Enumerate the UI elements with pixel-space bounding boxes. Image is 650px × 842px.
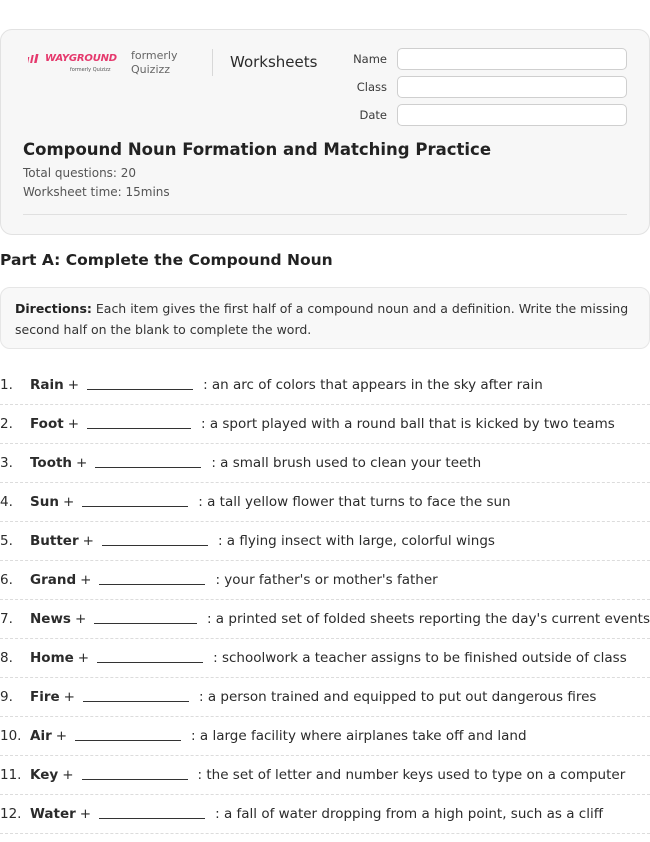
question-number: 6. bbox=[0, 572, 13, 588]
name-field[interactable] bbox=[397, 48, 627, 70]
question-row bbox=[0, 600, 650, 639]
answer-blank[interactable] bbox=[82, 779, 188, 780]
question-word: Water bbox=[30, 806, 76, 822]
question-word: Sun bbox=[30, 494, 59, 510]
answer-blank[interactable] bbox=[94, 623, 197, 624]
wayground-logo-icon bbox=[28, 54, 42, 64]
logo-wordmark: WAYGROUND bbox=[45, 53, 117, 64]
answer-blank[interactable] bbox=[87, 389, 193, 390]
question-definition: : a sport played with a round ball that is kicked by two teams bbox=[201, 416, 615, 432]
directions-box bbox=[0, 287, 650, 349]
plus-sign: + bbox=[67, 377, 80, 393]
quizizz-line: Quizizz bbox=[131, 63, 171, 76]
formerly-quizizz-note bbox=[131, 49, 178, 77]
question-number: 3. bbox=[0, 455, 13, 471]
question-row bbox=[0, 483, 650, 522]
question-number: 10. bbox=[0, 728, 22, 744]
plus-sign: + bbox=[82, 533, 94, 549]
question-definition: : schoolwork a teacher assigns to be finished outside of class bbox=[213, 650, 627, 666]
question-number: 12. bbox=[0, 806, 22, 822]
answer-blank[interactable] bbox=[99, 818, 205, 819]
part-a-title: Part A: Complete the Compound Noun bbox=[0, 251, 333, 269]
question-row bbox=[0, 717, 650, 756]
question-row bbox=[0, 678, 650, 717]
question-definition: : a fall of water dropping from a high point, such as a cliff bbox=[215, 806, 604, 822]
question-word: Grand bbox=[30, 572, 77, 588]
question-word: Tooth bbox=[30, 455, 73, 471]
directions-label: Directions: bbox=[15, 301, 92, 316]
question-number: 11. bbox=[0, 767, 22, 783]
question-number: 4. bbox=[0, 494, 13, 510]
question-row bbox=[0, 444, 650, 483]
question-word: Foot bbox=[30, 416, 64, 432]
worksheet-time: Worksheet time: 15mins bbox=[23, 185, 170, 199]
question-word: Key bbox=[30, 767, 59, 783]
plus-sign: + bbox=[79, 806, 92, 822]
plus-sign: + bbox=[74, 611, 87, 627]
question-row bbox=[0, 639, 650, 678]
question-row bbox=[0, 366, 650, 405]
plus-sign: + bbox=[62, 494, 75, 510]
plus-sign: + bbox=[63, 689, 75, 705]
question-definition: : the set of letter and number keys used to type on a computer bbox=[197, 767, 626, 783]
answer-blank[interactable] bbox=[87, 428, 191, 429]
question-number: 9. bbox=[0, 689, 13, 705]
question-word: Air bbox=[30, 728, 52, 744]
question-definition: : an arc of colors that appears in the sky after rain bbox=[203, 377, 543, 393]
plus-sign: + bbox=[80, 572, 92, 588]
answer-blank[interactable] bbox=[82, 506, 188, 507]
header-rule bbox=[23, 214, 627, 215]
total-questions: Total questions: 20 bbox=[23, 166, 137, 180]
question-row bbox=[0, 522, 650, 561]
plus-sign: + bbox=[76, 455, 88, 471]
answer-blank[interactable] bbox=[83, 701, 189, 702]
formerly-line: formerly bbox=[131, 49, 178, 62]
question-definition: : your father's or mother's father bbox=[215, 572, 438, 588]
name-label: Name bbox=[353, 52, 387, 66]
question-row bbox=[0, 756, 650, 795]
question-word: Rain bbox=[30, 377, 64, 393]
logo-subtitle: formerly Quizizz bbox=[70, 67, 111, 73]
worksheet-title: Compound Noun Formation and Matching Practice bbox=[23, 140, 492, 159]
answer-blank[interactable] bbox=[102, 545, 208, 546]
answer-blank[interactable] bbox=[95, 467, 201, 468]
wayground-logo bbox=[28, 53, 118, 75]
section-title: Worksheets bbox=[230, 53, 318, 71]
question-definition: : a small brush used to clean your teeth bbox=[211, 455, 482, 471]
question-definition: : a tall yellow flower that turns to face the sun bbox=[198, 494, 511, 510]
answer-blank[interactable] bbox=[99, 584, 205, 585]
question-word: News bbox=[30, 611, 71, 627]
question-row bbox=[0, 795, 650, 834]
question-number: 7. bbox=[0, 611, 13, 627]
question-word: Fire bbox=[30, 689, 60, 705]
answer-blank[interactable] bbox=[75, 740, 181, 741]
answer-blank[interactable] bbox=[97, 662, 203, 663]
question-number: 5. bbox=[0, 533, 13, 549]
class-label: Class bbox=[356, 80, 387, 94]
directions-text: Each item gives the first half of a compound noun and a definition. Write the missing second half on the blank to complete the word. bbox=[15, 301, 629, 337]
question-definition: : a flying insect with large, colorful wings bbox=[217, 533, 495, 549]
question-number: 1. bbox=[0, 377, 13, 393]
question-row bbox=[0, 405, 650, 444]
header-divider bbox=[212, 49, 213, 76]
question-row bbox=[0, 561, 650, 600]
plus-sign: + bbox=[55, 728, 68, 744]
date-label: Date bbox=[359, 108, 387, 122]
question-definition: : a large facility where airplanes take off and land bbox=[191, 728, 527, 744]
question-number: 8. bbox=[0, 650, 13, 666]
plus-sign: + bbox=[62, 767, 74, 783]
class-field[interactable] bbox=[397, 76, 627, 98]
question-word: Butter bbox=[30, 533, 79, 549]
question-definition: : a printed set of folded sheets reporting the day's current events bbox=[206, 611, 650, 627]
question-word: Home bbox=[30, 650, 74, 666]
question-number: 2. bbox=[0, 416, 13, 432]
plus-sign: + bbox=[77, 650, 90, 666]
date-field[interactable] bbox=[397, 104, 627, 126]
question-definition: : a person trained and equipped to put out dangerous fires bbox=[198, 689, 597, 705]
plus-sign: + bbox=[67, 416, 79, 432]
